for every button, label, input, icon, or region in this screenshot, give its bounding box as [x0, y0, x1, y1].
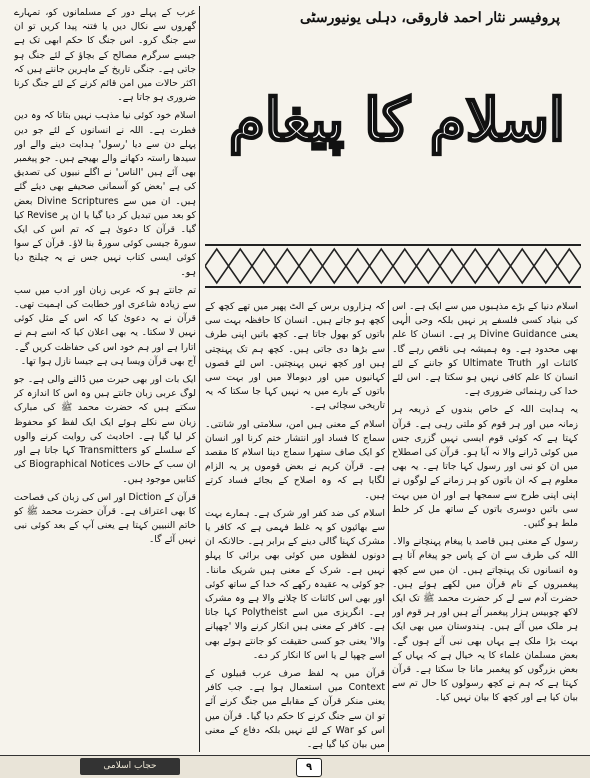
article-title: اسلام کا پیغام	[228, 86, 566, 154]
paragraph: قرآن کے Diction اور اس کی زبان کی فصاحت کا بھی اعتراف ہے۔ قرآن حضرت محمد ﷺ کو خاتم النبیین کہتا ہے یعنی آپ کے بعد کوئی نبی نہیں آئے گا۔	[14, 491, 196, 546]
paragraph: ایک بات اور بھی حیرت میں ڈالنے والی ہے۔ جو لوگ عربی زبان جانتے ہیں وہ اس کا اندازہ کر سکتے ہیں کہ حضرت محمد ﷺ کی مبارک زبان سے نکلے ہوئے ایک ایک لفظ کو محفوظ کر لیا گیا ہے۔ احادیث کی روایت کرنے والوں کے سلسلے کو Transmitters کہا جاتا ہے اور ان سب کے حالات Biographical Notices کی کتابیں موجود ہیں۔	[14, 374, 196, 485]
title-calligraphy-svg	[210, 60, 585, 180]
paragraph: رسول کے معنی ہیں قاصد یا پیغام پہنچانے والا۔ اللہ کی طرف سے ان کے پاس جو پیغام آتا ہے وہ انسانوں تک پہنچاتے ہیں۔ ان میں سے کچھ پیغمبروں کے نام قرآن میں لکھے ہوئے ہیں۔ حضرت آدم سے لے کر حضرت محمد ﷺ تک ایک لاکھ چوبیس ہزار پیغمبر آئے ہیں اور ہر قوم اور ہر ملک میں آئے ہیں۔ ہندوستان میں بھی ایک بہت بڑا ملک ہے یہاں بھی نبی آئے ہوں گے۔ بعض مسلمان علماء کا یہ خیال ہے کہ یہاں کے بعض بزرگوں کو پیغمبر مانا جا سکتا ہے۔ قرآن کہتا ہے کہ ہم نے کچھ رسولوں کا حال تم سے بیان کیا ہے اور کچھ کا بیان نہیں کیا۔	[392, 536, 578, 704]
text-column-middle	[205, 300, 385, 750]
lattice-ornament-icon	[205, 243, 581, 289]
magazine-logo: حجاب اسلامی	[80, 758, 180, 775]
paragraph: اسلام خود کوئی نیا مذہب نہیں بتاتا کہ وہ دین فطرت ہے۔ اللہ نے انسانوں کے لئے جو دین پہلے دن سے دیا 'رسول' ہدایت دینے والے اور سیدھا راستہ دکھانے والے بھیجے ہیں۔ جو پیغمبر بھی آئے ہیں 'الناس' نے اگلے نبیوں کی تصدیق کی ہے 'بعض کو آسمانی صحیفے بھی دیئے گئے ہیں۔ ان میں سے Divine Scriptures بعض کو بعد میں تبدیل کر دیا گیا یا ان پر Revise کیا گیا۔ قرآن کا دعویٰ ہے کہ تم اس کی ایک سورۃ جیسی کوئی سورۃ بنا لاؤ۔ قرآن کے سوا کوئی ایسی کتاب نہیں جس نے یہ چیلنج دیا ہو۔	[14, 110, 196, 278]
text-column-left	[14, 6, 196, 751]
decorative-border	[205, 243, 581, 289]
paragraph: یہ ہدایت اللہ کے خاص بندوں کے ذریعہ ہر زمانہ میں اور ہر قوم کو ملتی رہی ہے۔ قرآن کہتا ہے کہ کوئی قوم ایسی نہیں گزری جس میں کوئی ڈرانے والا نہ آیا ہو۔ قرآن کی اصطلاح میں ان کو نبی اور رسول کہا جاتا ہے۔ یہ بھی معلوم ہے کہ ان باتوں کو ہر زمانے کے لوگوں نے اپنی اپنی طرح سے سمجھا ہے اور ان میں بہت سی باتیں دوسری باتوں کے ساتھ مل کر خلط ملط ہو گئیں۔	[392, 404, 578, 530]
text-column-right	[392, 300, 578, 750]
paragraph: اسلام کی ضد کفر اور شرک ہے۔ ہمارے بہت سے بھائیوں کو یہ غلط فہمی ہے کہ کافر یا مشرک کہنا گالی دینے کے برابر ہے۔ حالانکہ ان دونوں لفظوں میں کوئی بھی برائی کا پہلو نہیں ہے۔ شرک کے معنی ہیں شریک ماننا۔ جو کوئی یہ عقیدہ رکھے کہ خدا کے ساتھ کوئی اور بھی اس کائنات کا چلانے والا ہے وہ مشرک ہے۔ انگریزی میں اسے Polytheist کہا جاتا ہے۔ کافر کے معنی ہیں انکار کرنے والا 'چھپانے والا' یعنی جو کسی حقیقت کو جانتے ہوئے بھی اسے چھپا لے یا اس کا انکار کر دے۔	[205, 507, 385, 661]
paragraph: قرآن میں یہ لفظ صرف عرب قبیلوں کے Context میں استعمال ہوا ہے۔ جب کافر یعنی منکر قرآن کے مقابلے میں جنگ کرنے آئے تو ان سے جنگ کرنے کا حکم دیا گیا۔ قرآن میں اس کو War کے لئے نہیں بلکہ دفاع کے معنی میں بیان کیا گیا ہے۔	[205, 668, 385, 750]
page-number: ۹	[296, 758, 322, 777]
author-byline: پروفیسر نثار احمد فاروقی، دہلی یونیورسٹی	[300, 10, 560, 26]
paragraph: عرب کے پہلے دور کے مسلمانوں کو، تمہارے گھروں سے نکال دیں یا فتنہ پیدا کریں تو ان سے جنگ کرو۔ اس جنگ کا حکم ابھی تک ہے جیسے سرگرم مصالح کے بچاؤ کے لئے جنگ ہو جاتی ہے۔ جنگی تاریخ کے ماہرین جانتے ہیں کہ اکثر حالات میں امن قائم کرنے کے لئے جنگ کرنا ضروری ہو جاتا ہے۔	[14, 7, 196, 104]
title-block	[210, 60, 585, 180]
page-footer	[0, 755, 590, 778]
column-divider	[388, 300, 389, 752]
column-divider	[199, 6, 200, 752]
paragraph: اسلام دنیا کے بڑے مذہبوں میں سے ایک ہے۔ اس کی بنیاد کسی فلسفے پر نہیں بلکہ وحی الٰہی یعنی Divine Guidance پر ہے۔ انسان کا علم بھی محدود ہے۔ وہ ہمیشہ ہی ناقص رہے گا۔ کائنات اور Ultimate Truth کو جاننے کے لئے انسان کا علم کافی نہیں ہو سکتا ہے۔ اس لئے خدا کی رہنمائی ضروری ہے۔	[392, 301, 578, 398]
paragraph: تم جانتے ہو کہ عربی زبان اور ادب میں سب سے زیادہ شاعری اور خطابت کی اہمیت تھی۔ قرآن نے یہ دعویٰ کیا کہ اس کے مثل کوئی نہیں لا سکتا۔ یہ بھی اعلان کیا کہ اسے ہم نے اتارا ہے اور ہم خود اس کی حفاظت کریں گے۔ آج بھی قرآن ویسا ہی ہے جیسا نازل ہوا تھا۔	[14, 284, 196, 367]
paragraph: کہ ہزاروں برس کے الٹ پھیر میں تھے کچھ کے کچھ ہو جاتے ہیں۔ انسان کا حافظہ بہت سی باتوں کو بھول جاتا ہے۔ کچھ باتیں اپنی طرف سے بڑھا دی جاتی ہیں۔ کچھ ہم تک پہنچتی ہیں اور کچھ نہیں پہنچتیں۔ اس لئے قصوں کہانیوں میں اور دیومالا میں اور بہت سی باتوں کے بارے میں یہ نہیں کہا جا سکتا کہ یہ تاریخی سچائی ہے۔	[205, 301, 385, 412]
paragraph: اسلام کے معنی ہیں امن، سلامتی اور شانتی۔ سماج کا فساد اور انتشار ختم کرنا اور انسان کو ایک صاف ستھرا سماج دینا اسلام کا مقصد ہے۔ قرآن کریم نے بعض قوموں پر یہ الزام لگایا ہے کہ وہ اصلاح کے بجائے فساد کرتے ہیں۔	[205, 418, 385, 501]
